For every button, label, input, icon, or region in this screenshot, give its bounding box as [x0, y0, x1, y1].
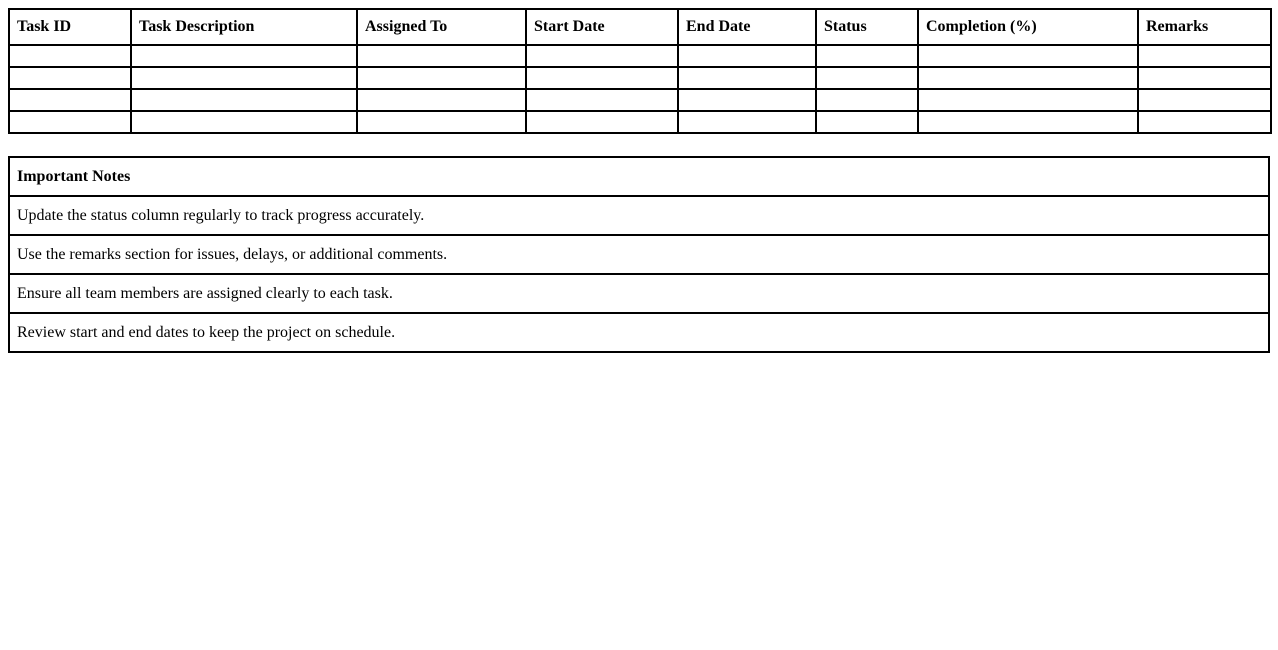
task-table-empty-cell	[816, 89, 918, 111]
task-table-empty-cell	[357, 89, 526, 111]
task-table-empty-cell	[678, 89, 816, 111]
task-table-empty-cell	[526, 89, 678, 111]
task-table-empty-cell	[9, 89, 131, 111]
task-table	[8, 8, 1272, 134]
task-table-header-row	[9, 9, 1271, 45]
task-table-empty-cell	[1138, 67, 1271, 89]
task-table-header-remarks: Remarks	[1138, 9, 1271, 45]
task-table-empty-cell	[1138, 111, 1271, 133]
task-table-empty-cell	[918, 111, 1138, 133]
task-table-empty-cell	[918, 89, 1138, 111]
task-table-empty-cell	[678, 67, 816, 89]
task-table-empty-cell	[131, 111, 357, 133]
task-table-empty-cell	[131, 89, 357, 111]
task-table-empty-cell	[816, 67, 918, 89]
task-table-empty-cell	[131, 67, 357, 89]
note-text: Ensure all team members are assigned clearly to each task.	[9, 274, 1269, 313]
task-table-empty-cell	[526, 111, 678, 133]
task-table-empty-row	[9, 89, 1271, 111]
task-table-empty-row	[9, 111, 1271, 133]
task-table-empty-cell	[678, 111, 816, 133]
task-table-empty-cell	[678, 45, 816, 67]
note-text: Update the status column regularly to track progress accurately.	[9, 196, 1269, 235]
task-table-empty-row	[9, 67, 1271, 89]
note-row	[9, 274, 1269, 313]
task-table-header-assigned-to: Assigned To	[357, 9, 526, 45]
note-row	[9, 235, 1269, 274]
task-table-empty-cell	[1138, 45, 1271, 67]
note-text: Use the remarks section for issues, delays, or additional comments.	[9, 235, 1269, 274]
notes-title: Important Notes	[9, 157, 1269, 196]
task-table-empty-cell	[9, 67, 131, 89]
notes-title-row	[9, 157, 1269, 196]
notes-table	[8, 156, 1270, 353]
task-table-empty-cell	[816, 45, 918, 67]
task-table-header-completion: Completion (%)	[918, 9, 1138, 45]
task-table-empty-cell	[9, 111, 131, 133]
note-row	[9, 313, 1269, 352]
task-table-empty-cell	[357, 111, 526, 133]
task-table-empty-cell	[1138, 89, 1271, 111]
task-table-header-task-description: Task Description	[131, 9, 357, 45]
task-table-empty-cell	[9, 45, 131, 67]
task-table-header-task-id: Task ID	[9, 9, 131, 45]
task-table-header-end-date: End Date	[678, 9, 816, 45]
task-table-empty-cell	[816, 111, 918, 133]
task-table-empty-cell	[131, 45, 357, 67]
task-table-empty-cell	[357, 67, 526, 89]
note-text: Review start and end dates to keep the project on schedule.	[9, 313, 1269, 352]
task-table-empty-cell	[526, 67, 678, 89]
task-table-empty-cell	[918, 67, 1138, 89]
task-table-empty-cell	[918, 45, 1138, 67]
task-table-empty-cell	[526, 45, 678, 67]
task-table-header-start-date: Start Date	[526, 9, 678, 45]
task-table-empty-cell	[357, 45, 526, 67]
task-table-empty-row	[9, 45, 1271, 67]
note-row	[9, 196, 1269, 235]
task-table-header-status: Status	[816, 9, 918, 45]
